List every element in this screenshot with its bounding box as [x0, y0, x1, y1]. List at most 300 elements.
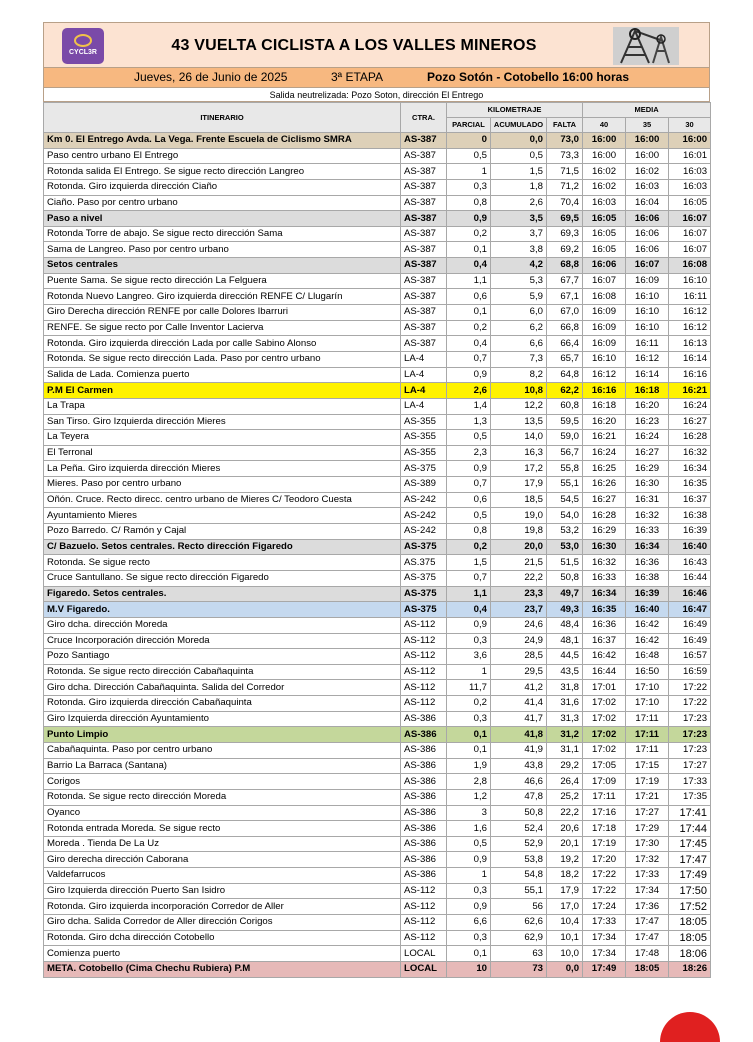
cell-t35: 16:00 — [626, 148, 669, 164]
table-row — [44, 164, 711, 180]
table-row — [44, 133, 711, 149]
cell-it: Pozo Barredo. C/ Ramón y Cajal — [44, 524, 401, 540]
cell-parcial: 0,7 — [447, 570, 491, 586]
cell-t30: 16:39 — [669, 524, 711, 540]
cell-falta: 53,2 — [547, 524, 583, 540]
cell-ctra: AS.375 — [401, 555, 447, 571]
cell-it: Oyanco — [44, 805, 401, 821]
cell-it: Rotonda. Giro dcha dirección Cotobello — [44, 930, 401, 946]
table-row — [44, 195, 711, 211]
cell-t35: 16:06 — [626, 242, 669, 258]
cell-t30: 17:50 — [669, 883, 711, 899]
cell-t40: 17:02 — [583, 727, 626, 743]
table-row — [44, 383, 711, 399]
cell-falta: 31,3 — [547, 711, 583, 727]
cell-t40: 17:34 — [583, 930, 626, 946]
table-row — [44, 680, 711, 696]
table-row — [44, 461, 711, 477]
cell-t35: 16:20 — [626, 398, 669, 414]
cell-acum: 24,6 — [491, 617, 547, 633]
table-row — [44, 836, 711, 852]
cell-t35: 17:36 — [626, 899, 669, 915]
cell-t35: 16:23 — [626, 414, 669, 430]
cell-t35: 16:02 — [626, 164, 669, 180]
cell-acum: 21,5 — [491, 555, 547, 571]
cell-parcial: 0,9 — [447, 899, 491, 915]
cell-acum: 63 — [491, 946, 547, 962]
cell-t40: 16:29 — [583, 524, 626, 540]
cell-t30: 16:24 — [669, 398, 711, 414]
cell-acum: 73 — [491, 961, 547, 977]
cell-ctra: AS-375 — [401, 586, 447, 602]
cell-ctra: AS-387 — [401, 289, 447, 305]
cell-parcial: 0,1 — [447, 946, 491, 962]
table-row — [44, 868, 711, 884]
cell-falta: 59,0 — [547, 430, 583, 446]
cell-it: Valdefarrucos — [44, 868, 401, 884]
cell-t40: 17:02 — [583, 696, 626, 712]
cell-acum: 19,8 — [491, 524, 547, 540]
table-row — [44, 414, 711, 430]
cell-t40: 16:44 — [583, 664, 626, 680]
cell-t35: 16:39 — [626, 586, 669, 602]
cell-parcial: 1,5 — [447, 555, 491, 571]
cell-ctra: AS-386 — [401, 805, 447, 821]
cell-parcial: 1,1 — [447, 273, 491, 289]
table-row — [44, 289, 711, 305]
cell-ctra: AS-112 — [401, 883, 447, 899]
cell-t40: 17:05 — [583, 758, 626, 774]
cell-acum: 29,5 — [491, 664, 547, 680]
cell-t30: 16:07 — [669, 211, 711, 227]
cell-it: Sama de Langreo. Paso por centro urbano — [44, 242, 401, 258]
cell-it: La Teyera — [44, 430, 401, 446]
table-row — [44, 946, 711, 962]
cell-t35: 16:09 — [626, 273, 669, 289]
cell-t35: 17:47 — [626, 930, 669, 946]
cell-falta: 19,2 — [547, 852, 583, 868]
cell-parcial: 0,8 — [447, 195, 491, 211]
table-row — [44, 915, 711, 931]
table-row — [44, 664, 711, 680]
cell-t30: 17:45 — [669, 836, 711, 852]
cell-it: Cruce Santullano. Se sigue recto dirección Figaredo — [44, 570, 401, 586]
table-row — [44, 696, 711, 712]
cell-acum: 41,7 — [491, 711, 547, 727]
cell-ctra: AS-112 — [401, 915, 447, 931]
table-row — [44, 899, 711, 915]
table-row — [44, 398, 711, 414]
cell-t40: 16:30 — [583, 539, 626, 555]
cell-acum: 8,2 — [491, 367, 547, 383]
cell-it: Rotonda Nuevo Langreo. Giro izquierda dirección RENFE C/ Llugarín — [44, 289, 401, 305]
cell-parcial: 0,2 — [447, 696, 491, 712]
table-row — [44, 492, 711, 508]
cell-t35: 17:11 — [626, 742, 669, 758]
cell-it: Rotonda. Giro izquierda dirección Ciaño — [44, 179, 401, 195]
col-acumulado: ACUMULADO — [491, 118, 547, 133]
cell-t35: 16:11 — [626, 336, 669, 352]
cell-falta: 0,0 — [547, 961, 583, 977]
cell-t40: 16:21 — [583, 430, 626, 446]
cell-t40: 16:07 — [583, 273, 626, 289]
cell-falta: 70,4 — [547, 195, 583, 211]
cell-ctra: AS-355 — [401, 445, 447, 461]
table-row — [44, 524, 711, 540]
cell-it: Salida de Lada. Comienza puerto — [44, 367, 401, 383]
cell-it: Giro Izquierda dirección Ayuntamiento — [44, 711, 401, 727]
table-row — [44, 711, 711, 727]
table-row — [44, 742, 711, 758]
itinerary-rows — [44, 133, 711, 978]
table-row — [44, 211, 711, 227]
table-row — [44, 273, 711, 289]
table-row — [44, 320, 711, 336]
table-row — [44, 649, 711, 665]
cell-ctra: AS-112 — [401, 899, 447, 915]
corner-badge — [660, 1012, 720, 1042]
cell-t40: 16:05 — [583, 242, 626, 258]
cell-it: Giro dcha. Dirección Cabañaquinta. Salida del Corredor — [44, 680, 401, 696]
cell-ctra: AS-375 — [401, 539, 447, 555]
cell-t40: 17:20 — [583, 852, 626, 868]
cell-falta: 48,4 — [547, 617, 583, 633]
table-row — [44, 961, 711, 977]
title-banner — [43, 22, 710, 68]
cell-t30: 16:21 — [669, 383, 711, 399]
cell-acum: 23,7 — [491, 602, 547, 618]
cell-t40: 17:34 — [583, 946, 626, 962]
cell-acum: 47,8 — [491, 789, 547, 805]
cell-t40: 16:02 — [583, 179, 626, 195]
cell-t30: 18:26 — [669, 961, 711, 977]
cell-t40: 16:37 — [583, 633, 626, 649]
cell-parcial: 0,3 — [447, 179, 491, 195]
cell-falta: 31,6 — [547, 696, 583, 712]
table-row — [44, 883, 711, 899]
cell-ctra: AS-386 — [401, 727, 447, 743]
cell-it: Rotonda. Giro izquierda dirección Cabañaquinta — [44, 696, 401, 712]
cell-falta: 51,5 — [547, 555, 583, 571]
cell-acum: 56 — [491, 899, 547, 915]
cell-acum: 3,5 — [491, 211, 547, 227]
cell-ctra: LA-4 — [401, 383, 447, 399]
cell-t40: 16:12 — [583, 367, 626, 383]
cell-falta: 44,5 — [547, 649, 583, 665]
cell-parcial: 0,3 — [447, 883, 491, 899]
cell-it: Setos centrales — [44, 258, 401, 274]
cell-parcial: 11,7 — [447, 680, 491, 696]
cell-t35: 17:19 — [626, 774, 669, 790]
cell-parcial: 1 — [447, 164, 491, 180]
cell-ctra: AS-242 — [401, 492, 447, 508]
cell-parcial: 0,3 — [447, 711, 491, 727]
cell-it: Barrio La Barraca (Santana) — [44, 758, 401, 774]
cell-t40: 16:00 — [583, 133, 626, 149]
cell-t40: 17:02 — [583, 711, 626, 727]
cell-parcial: 0,9 — [447, 461, 491, 477]
cell-t35: 16:29 — [626, 461, 669, 477]
cell-ctra: AS-355 — [401, 430, 447, 446]
cell-ctra: AS-112 — [401, 696, 447, 712]
cell-acum: 28,5 — [491, 649, 547, 665]
cell-t40: 16:18 — [583, 398, 626, 414]
cell-falta: 55,1 — [547, 477, 583, 493]
cell-parcial: 0,1 — [447, 742, 491, 758]
cell-falta: 71,2 — [547, 179, 583, 195]
cell-parcial: 1,1 — [447, 586, 491, 602]
cell-ctra: AS-386 — [401, 711, 447, 727]
cell-acum: 7,3 — [491, 351, 547, 367]
cell-t40: 16:25 — [583, 461, 626, 477]
cell-t35: 16:36 — [626, 555, 669, 571]
cell-it: El Terronal — [44, 445, 401, 461]
cell-acum: 50,8 — [491, 805, 547, 821]
cell-parcial: 0,8 — [447, 524, 491, 540]
cell-falta: 53,0 — [547, 539, 583, 555]
cell-t30: 16:57 — [669, 649, 711, 665]
cell-parcial: 1,4 — [447, 398, 491, 414]
cell-ctra: AS-242 — [401, 508, 447, 524]
cell-falta: 55,8 — [547, 461, 583, 477]
cell-t35: 16:10 — [626, 320, 669, 336]
cell-parcial: 0,2 — [447, 539, 491, 555]
cell-falta: 73,0 — [547, 133, 583, 149]
cell-parcial: 0,3 — [447, 930, 491, 946]
cell-t30: 16:59 — [669, 664, 711, 680]
cell-ctra: AS-386 — [401, 742, 447, 758]
cell-t40: 17:22 — [583, 883, 626, 899]
cell-t30: 16:00 — [669, 133, 711, 149]
cell-t35: 16:31 — [626, 492, 669, 508]
cell-t40: 17:49 — [583, 961, 626, 977]
cell-falta: 26,4 — [547, 774, 583, 790]
cell-parcial: 0,2 — [447, 320, 491, 336]
cell-it: Pozo Santiago — [44, 649, 401, 665]
cell-t40: 17:22 — [583, 868, 626, 884]
cell-it: P.M El Carmen — [44, 383, 401, 399]
cell-parcial: 0,5 — [447, 508, 491, 524]
cell-it: Moreda . Tienda De La Uz — [44, 836, 401, 852]
cell-ctra: AS-355 — [401, 414, 447, 430]
col-parcial: PARCIAL — [447, 118, 491, 133]
cell-t30: 16:01 — [669, 148, 711, 164]
cell-acum: 53,8 — [491, 852, 547, 868]
cell-t40: 16:09 — [583, 320, 626, 336]
cell-t40: 16:09 — [583, 336, 626, 352]
cell-falta: 31,2 — [547, 727, 583, 743]
cell-t35: 16:42 — [626, 617, 669, 633]
cell-acum: 12,2 — [491, 398, 547, 414]
cell-falta: 10,1 — [547, 930, 583, 946]
table-row — [44, 430, 711, 446]
cell-ctra: AS-112 — [401, 617, 447, 633]
cell-it: Punto Limpio — [44, 727, 401, 743]
cell-acum: 17,9 — [491, 477, 547, 493]
cell-t35: 17:34 — [626, 883, 669, 899]
neutral-start-note: Salida neutrelizada: Pozo Soton, dirección El Entrego — [43, 87, 710, 102]
col-media-35: 35 — [626, 118, 669, 133]
timetable-sheet — [43, 22, 710, 978]
col-kilometraje: KILOMETRAJE — [447, 103, 583, 118]
cell-it: Rotonda salida El Entrego. Se sigue recto dirección Langreo — [44, 164, 401, 180]
cell-t40: 17:02 — [583, 742, 626, 758]
cell-t30: 16:16 — [669, 367, 711, 383]
cell-t35: 17:48 — [626, 946, 669, 962]
cell-acum: 6,0 — [491, 305, 547, 321]
cell-it: Paso a nivel — [44, 211, 401, 227]
cell-falta: 69,2 — [547, 242, 583, 258]
cell-t40: 16:32 — [583, 555, 626, 571]
cell-ctra: AS-112 — [401, 680, 447, 696]
cell-t40: 16:02 — [583, 164, 626, 180]
cell-t40: 16:26 — [583, 477, 626, 493]
cell-it: Paso centro urbano El Entrego — [44, 148, 401, 164]
table-row — [44, 602, 711, 618]
cell-falta: 62,2 — [547, 383, 583, 399]
cell-it: Mieres. Paso por centro urbano — [44, 477, 401, 493]
cell-parcial: 0,7 — [447, 351, 491, 367]
cell-parcial: 0,9 — [447, 367, 491, 383]
cell-ctra: AS-389 — [401, 477, 447, 493]
cell-falta: 29,2 — [547, 758, 583, 774]
table-row — [44, 617, 711, 633]
cell-acum: 43,8 — [491, 758, 547, 774]
cell-parcial: 1 — [447, 868, 491, 884]
cell-falta: 69,3 — [547, 226, 583, 242]
cell-ctra: AS-242 — [401, 524, 447, 540]
cell-t30: 17:41 — [669, 805, 711, 821]
cell-it: M.V Figaredo. — [44, 602, 401, 618]
cell-acum: 5,3 — [491, 273, 547, 289]
cell-acum: 6,2 — [491, 320, 547, 336]
cell-it: Rotonda. Giro izquierda incorporación Corredor de Aller — [44, 899, 401, 915]
cell-it: Giro dcha. dirección Moreda — [44, 617, 401, 633]
race-title: 43 VUELTA CICLISTA A LOS VALLES MINEROS — [171, 37, 537, 54]
cell-parcial: 0,1 — [447, 727, 491, 743]
col-media-40: 40 — [583, 118, 626, 133]
table-row — [44, 727, 711, 743]
cell-t30: 18:06 — [669, 946, 711, 962]
cell-t30: 18:05 — [669, 930, 711, 946]
cell-falta: 49,3 — [547, 602, 583, 618]
cell-ctra: AS-387 — [401, 148, 447, 164]
cell-acum: 41,8 — [491, 727, 547, 743]
cell-ctra: AS-386 — [401, 836, 447, 852]
cell-t35: 16:32 — [626, 508, 669, 524]
cell-it: Rotonda. Se sigue recto dirección Cabañaquinta — [44, 664, 401, 680]
cell-falta: 73,3 — [547, 148, 583, 164]
cell-it: Giro dcha. Salida Corredor de Aller dirección Corigos — [44, 915, 401, 931]
cell-t30: 17:35 — [669, 789, 711, 805]
col-itinerario: ITINERARIO — [44, 103, 401, 133]
cell-ctra: LOCAL — [401, 961, 447, 977]
table-row — [44, 477, 711, 493]
cycler-logo: CYCL3R — [62, 28, 104, 64]
cell-falta: 17,9 — [547, 883, 583, 899]
table-row — [44, 539, 711, 555]
cell-it: Giro Izquierda dirección Puerto San Isidro — [44, 883, 401, 899]
cell-t30: 16:03 — [669, 164, 711, 180]
cell-falta: 22,2 — [547, 805, 583, 821]
stage-banner — [43, 68, 710, 87]
table-row — [44, 821, 711, 837]
cell-acum: 5,9 — [491, 289, 547, 305]
cell-ctra: AS-387 — [401, 164, 447, 180]
cell-t40: 17:18 — [583, 821, 626, 837]
cell-falta: 31,1 — [547, 742, 583, 758]
cell-ctra: AS-375 — [401, 570, 447, 586]
cell-t35: 17:15 — [626, 758, 669, 774]
cell-parcial: 0,6 — [447, 289, 491, 305]
cell-acum: 22,2 — [491, 570, 547, 586]
cell-t35: 16:38 — [626, 570, 669, 586]
cell-parcial: 6,6 — [447, 915, 491, 931]
cell-it: C/ Bazuelo. Setos centrales. Recto dirección Figaredo — [44, 539, 401, 555]
cell-t35: 17:10 — [626, 696, 669, 712]
cell-t30: 17:22 — [669, 696, 711, 712]
cell-ctra: AS-387 — [401, 133, 447, 149]
cell-acum: 55,1 — [491, 883, 547, 899]
cell-ctra: AS-386 — [401, 774, 447, 790]
cell-t35: 16:24 — [626, 430, 669, 446]
cell-acum: 52,4 — [491, 821, 547, 837]
cell-ctra: AS-386 — [401, 868, 447, 884]
cell-ctra: AS-387 — [401, 242, 447, 258]
cell-parcial: 0,7 — [447, 477, 491, 493]
cell-ctra: LA-4 — [401, 351, 447, 367]
cell-parcial: 0,9 — [447, 211, 491, 227]
cell-t30: 16:10 — [669, 273, 711, 289]
cell-t30: 16:12 — [669, 305, 711, 321]
table-row — [44, 336, 711, 352]
cell-acum: 16,3 — [491, 445, 547, 461]
cell-falta: 48,1 — [547, 633, 583, 649]
cell-t40: 17:19 — [583, 836, 626, 852]
cell-parcial: 1,2 — [447, 789, 491, 805]
table-row — [44, 586, 711, 602]
cell-parcial: 2,8 — [447, 774, 491, 790]
cell-t35: 17:11 — [626, 711, 669, 727]
cell-t35: 17:32 — [626, 852, 669, 868]
cell-t40: 16:16 — [583, 383, 626, 399]
cell-parcial: 0,4 — [447, 336, 491, 352]
cell-t30: 17:23 — [669, 727, 711, 743]
cell-it: Rotonda. Se sigue recto dirección Moreda — [44, 789, 401, 805]
cell-t30: 16:43 — [669, 555, 711, 571]
cell-t40: 16:24 — [583, 445, 626, 461]
cell-it: RENFE. Se sigue recto por Calle Inventor Lacierva — [44, 320, 401, 336]
cell-ctra: AS-112 — [401, 649, 447, 665]
cell-t40: 17:16 — [583, 805, 626, 821]
table-row — [44, 930, 711, 946]
cell-it: Rotonda. Giro izquierda dirección Lada por calle Sabino Alonso — [44, 336, 401, 352]
cell-acum: 4,2 — [491, 258, 547, 274]
cell-it: Km 0. El Entrego Avda. La Vega. Frente Escuela de Ciclismo SMRA — [44, 133, 401, 149]
cell-acum: 54,8 — [491, 868, 547, 884]
col-media: MEDIA — [583, 103, 711, 118]
cell-falta: 10,0 — [547, 946, 583, 962]
cell-it: San Tirso. Giro Izquierda dirección Mieres — [44, 414, 401, 430]
cell-it: La Trapa — [44, 398, 401, 414]
cell-t30: 17:23 — [669, 711, 711, 727]
cell-t40: 16:20 — [583, 414, 626, 430]
cell-falta: 25,2 — [547, 789, 583, 805]
cell-t35: 17:10 — [626, 680, 669, 696]
cell-t35: 17:47 — [626, 915, 669, 931]
cell-t35: 16:00 — [626, 133, 669, 149]
cell-parcial: 2,3 — [447, 445, 491, 461]
